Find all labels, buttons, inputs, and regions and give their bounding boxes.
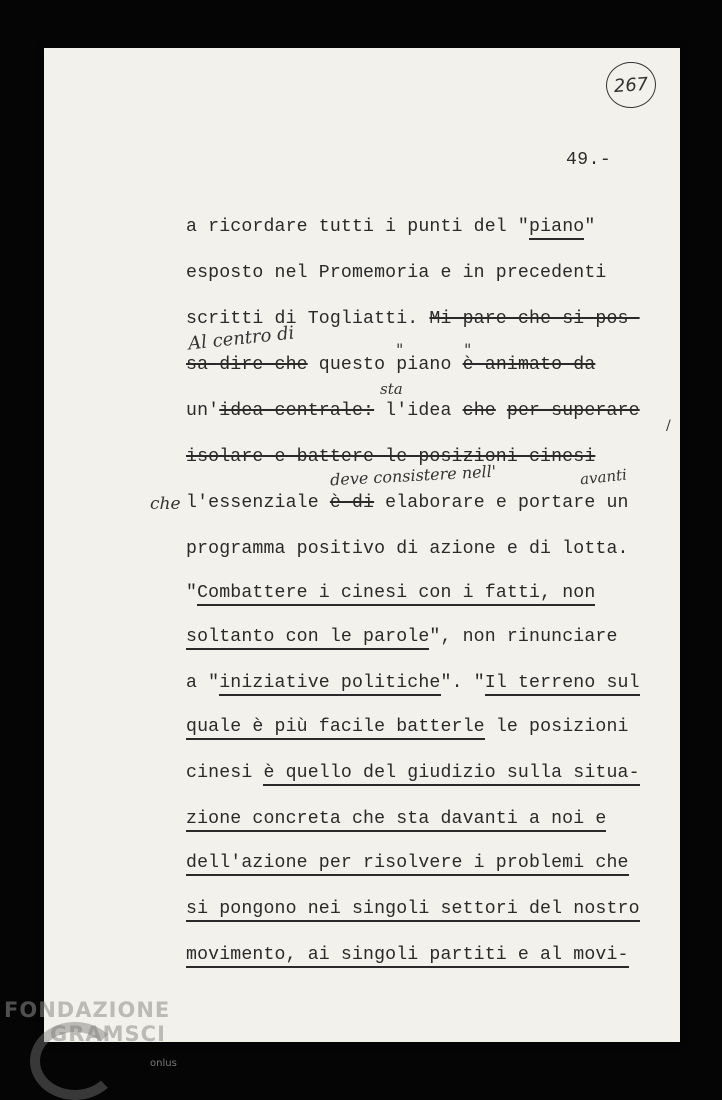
text-segment: " — [186, 583, 198, 603]
text-segment: esposto nel Promemoria e in precedenti — [186, 263, 607, 283]
underlined-text: Combattere i cinesi con i fatti, non — [197, 583, 595, 606]
underlined-text: iniziative politiche — [219, 673, 440, 696]
text-line — [186, 538, 629, 560]
text-segment: questo piano — [307, 355, 463, 375]
struck-text: per superare — [506, 401, 640, 421]
underlined-text: dell'azione per risolvere i problemi che — [186, 853, 629, 876]
text-line — [186, 582, 595, 604]
text-segment: un' — [186, 401, 220, 421]
text-segment: programma positivo di azione e di lotta. — [186, 539, 629, 559]
text-line — [186, 216, 595, 238]
text-line — [186, 944, 629, 966]
struck-text: è animato da — [462, 355, 596, 375]
handwritten-al-centro-di: Al centro di — [187, 322, 296, 355]
text-segment: l'essenziale — [186, 493, 330, 513]
underlined-text: Il terreno sul — [485, 673, 640, 696]
handwritten-avanti: avanti — [579, 465, 628, 489]
text-line — [186, 400, 640, 422]
text-line — [186, 446, 595, 468]
quote-mark-left: " — [396, 340, 404, 359]
watermark-logo-arc — [30, 1022, 120, 1100]
underlined-text: zione concreta che sta davanti a noi e — [186, 809, 606, 832]
text-segment: scritti di Togliatti. — [186, 309, 430, 329]
text-line — [186, 672, 640, 694]
struck-text: che — [462, 401, 496, 421]
underlined-text: quale è più facile batterle — [186, 717, 485, 740]
text-line — [186, 716, 629, 738]
underlined-text: si pongono nei singoli settori del nostro — [186, 899, 640, 922]
text-segment: cinesi — [186, 763, 264, 783]
watermark-onlus: onlus — [150, 1058, 177, 1069]
text-segment: a ricordare tutti i punti del " — [186, 217, 529, 237]
struck-text: è di — [329, 493, 375, 513]
margin-tick: / — [666, 418, 671, 434]
quote-mark-right: " — [464, 340, 472, 359]
page-number: 49.- — [566, 150, 612, 170]
text-segment: le posizioni — [484, 717, 629, 737]
watermark-line2: GRAMSCI — [50, 1022, 166, 1046]
text-line — [186, 898, 640, 920]
underlined-text: piano — [529, 217, 584, 240]
text-segment: ", non rinunciare — [429, 627, 618, 647]
struck-text: isolare e battere le posizioni cinesi — [186, 447, 596, 467]
text-line — [186, 354, 595, 376]
text-line — [186, 262, 606, 284]
underlined-text: movimento, ai singoli partiti e al movi- — [186, 945, 629, 968]
text-line — [186, 492, 629, 514]
text-segment: l'idea — [374, 401, 463, 421]
handwritten-sta: sta — [380, 380, 403, 398]
text-line — [186, 852, 629, 874]
handwritten-margin-che: che — [150, 494, 181, 514]
text-segment: ". " — [440, 673, 485, 693]
watermark-line1: FONDAZIONE — [4, 998, 171, 1022]
text-segment — [496, 401, 507, 421]
struck-text: idea centrale: — [219, 401, 375, 421]
struck-text: sa dire che — [186, 355, 308, 375]
underlined-text: soltanto con le parole — [186, 627, 429, 650]
handwritten-deve-consistere: deve consistere nell' — [329, 461, 497, 490]
struck-text: Mi pare che si pos- — [429, 309, 640, 329]
page-stamp: 267 — [604, 60, 657, 109]
text-segment: " — [584, 217, 596, 237]
text-line — [186, 626, 618, 648]
text-line — [186, 762, 640, 784]
text-segment: elaborare e portare un — [374, 493, 629, 513]
text-line — [186, 808, 606, 830]
text-segment: a " — [186, 673, 220, 693]
underlined-text: è quello del giudizio sulla situa- — [263, 763, 639, 786]
